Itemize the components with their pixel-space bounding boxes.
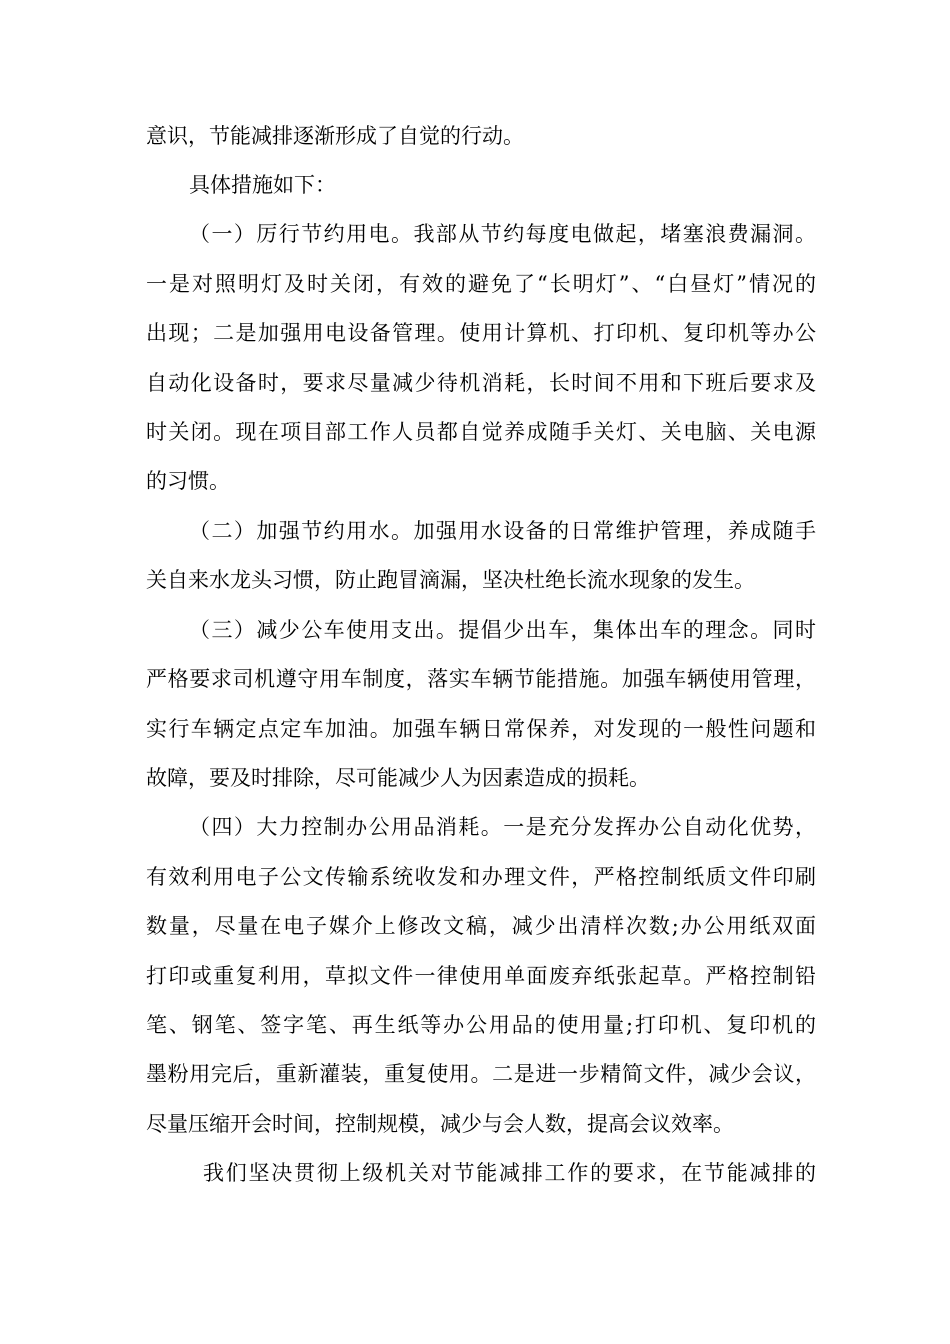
text-line-10: 关自来水龙头习惯，防止跑冒滴漏，坚决杜绝长流水现象的发生。 [146, 568, 755, 592]
text-line-12: 严格要求司机遵守用车制度，落实车辆节能措施。加强车辆使用管理， [146, 667, 816, 691]
text-line-7: 时关闭。现在项目部工作人员都自觉养成随手关灯、关电脑、关电源 [146, 420, 816, 444]
text-line-16: 有效利用电子公文传输系统收发和办理文件，严格控制纸质文件印刷 [146, 865, 816, 889]
text-line-9: （二）加强节约用水。加强用水设备的日常维护管理，养成随手 [189, 519, 816, 543]
text-line-21: 尽量压缩开会时间，控制规模，减少与会人数，提高会议效率。 [146, 1112, 734, 1136]
text-line-2: 具体措施如下： [189, 173, 336, 197]
text-line-17: 数量，尽量在电子媒介上修改文稿，减少出清样次数;办公用纸双面 [146, 914, 816, 938]
text-line-19: 笔、钢笔、签字笔、再生纸等办公用品的使用量;打印机、复印机的 [146, 1013, 816, 1037]
text-line-8: 的习惯。 [146, 469, 230, 493]
text-line-5: 出现；二是加强用电设备管理。使用计算机、打印机、复印机等办公 [146, 321, 816, 345]
text-line-15: （四）大力控制办公用品消耗。一是充分发挥办公自动化优势， [189, 815, 816, 839]
text-line-4: 一是对照明灯及时关闭，有效的避免了“长明灯”、“白昼灯”情况的 [146, 272, 816, 296]
text-line-3: （一）厉行节约用电。我部从节约每度电做起，堵塞浪费漏洞。 [189, 222, 816, 246]
text-line-6: 自动化设备时，要求尽量减少待机消耗，长时间不用和下班后要求及 [146, 371, 816, 395]
text-line-13: 实行车辆定点定车加油。加强车辆日常保养，对发现的一般性问题和 [146, 717, 816, 741]
text-line-22: 我们坚决贯彻上级机关对节能减排工作的要求，在节能减排的 [203, 1161, 816, 1185]
text-line-20: 墨粉用完后，重新灌装，重复使用。二是进一步精简文件，减少会议， [146, 1062, 816, 1086]
text-line-1: 意识，节能减排逐渐形成了自觉的行动。 [146, 124, 524, 148]
text-line-11: （三）减少公车使用支出。提倡少出车，集体出车的理念。同时 [189, 618, 816, 642]
text-line-14: 故障，要及时排除，尽可能减少人为因素造成的损耗。 [146, 766, 650, 790]
text-line-18: 打印或重复利用，草拟文件一律使用单面废弃纸张起草。严格控制铅 [146, 964, 816, 988]
